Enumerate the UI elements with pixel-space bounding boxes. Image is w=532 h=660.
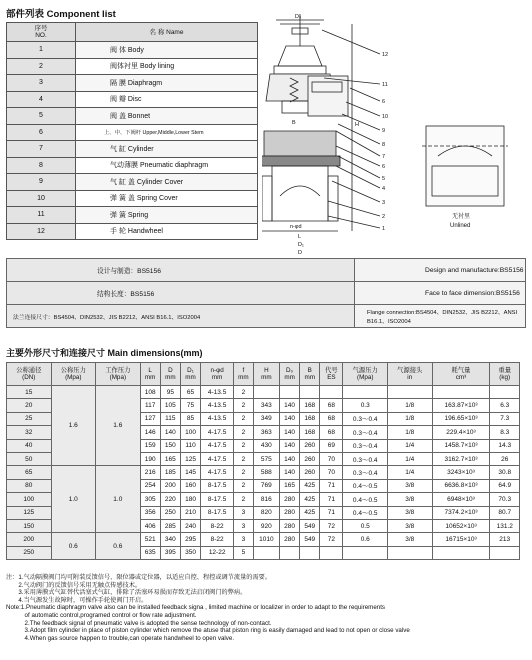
dims-cell: 549 (300, 533, 320, 546)
component-no: 4 (7, 91, 76, 108)
dims-cell (343, 546, 388, 559)
dims-cell: 2 (234, 439, 254, 452)
dims-cell: 6.3 (490, 399, 520, 412)
dims-cell: 95 (160, 386, 180, 399)
dims-cell: 260 (300, 452, 320, 465)
dims-cell: 140 (280, 426, 300, 439)
component-no: 6 (7, 124, 76, 141)
dims-cell: 213 (490, 533, 520, 546)
dims-cell: 50 (7, 452, 52, 465)
dims-cell: 168 (300, 426, 320, 439)
dims-cell: 6636.8×10³ (432, 479, 490, 492)
dims-cell: 820 (253, 506, 279, 519)
component-list-title: 部件列表 Component list (6, 9, 116, 20)
dims-cell: 8-17.5 (201, 506, 234, 519)
dims-cell (320, 386, 343, 399)
dims-cell (343, 386, 388, 399)
dims-cell: 395 (160, 546, 180, 559)
dims-cell (280, 386, 300, 399)
dims-cell: 25 (7, 412, 52, 425)
dims-cell: 216 (140, 466, 160, 479)
component-no: 2 (7, 58, 76, 75)
dims-cell: 4-17.5 (201, 466, 234, 479)
dims-cell: 4-17.5 (201, 439, 234, 452)
dimensions-title: 主要外形尺寸和连接尺寸 Main dimensions(mm) (6, 348, 203, 358)
design-standard-en: Design and manufacture:BS5156 (355, 259, 526, 282)
dims-cell: 5 (234, 546, 254, 559)
dims-cell: 210 (180, 506, 200, 519)
dims-cell: 168 (300, 412, 320, 425)
callout-8: 8 (382, 142, 386, 148)
dims-cell: 0.3 (343, 399, 388, 412)
dims-header: 公称压力 (Mpa) (51, 363, 96, 386)
dims-cell: 14.3 (490, 439, 520, 452)
dims-cell: 125 (7, 506, 52, 519)
dims-cell: 0.3～0.4 (343, 452, 388, 465)
dims-cell: 3/8 (387, 533, 432, 546)
dims-cell: 1.6 (96, 386, 141, 466)
dims-cell: 4-13.5 (201, 412, 234, 425)
dim-h-label: H (355, 122, 359, 128)
dims-cell: 110 (180, 439, 200, 452)
dims-cell: 7374.2×10³ (432, 506, 490, 519)
component-no: 9 (7, 174, 76, 191)
dims-cell: 71 (320, 479, 343, 492)
dims-cell: 196.65×10³ (432, 412, 490, 425)
dims-cell: 65 (180, 386, 200, 399)
dims-cell: 40 (7, 439, 52, 452)
dims-cell: 4-13.5 (201, 399, 234, 412)
component-no: 1 (7, 42, 76, 59)
dims-cell: 180 (180, 493, 200, 506)
dims-cell: 72 (320, 533, 343, 546)
dims-cell (300, 386, 320, 399)
dims-header: B mm (300, 363, 320, 386)
dims-cell: 3243×10³ (432, 466, 490, 479)
dims-cell: 140 (280, 412, 300, 425)
dims-header: f mm (234, 363, 254, 386)
dims-cell: 2 (234, 426, 254, 439)
dims-cell: 140 (280, 399, 300, 412)
dims-cell: 100 (7, 493, 52, 506)
callout-6b: 6 (382, 164, 386, 170)
dims-cell: 1.0 (96, 466, 141, 533)
dims-cell: 343 (253, 399, 279, 412)
dims-cell: 1/4 (387, 466, 432, 479)
unlined-label-cn: 无衬里 (452, 214, 471, 220)
note-line: of automatic control,programed control or flow rate adjustment. (6, 611, 197, 619)
callout-7: 7 (382, 154, 386, 160)
dims-cell: 7.3 (490, 412, 520, 425)
dims-cell: 70 (320, 452, 343, 465)
dims-header: 重量 (kg) (490, 363, 520, 386)
dims-cell: 200 (160, 479, 180, 492)
dims-cell: 200 (7, 533, 52, 546)
dims-header: 耗气量 cm³ (432, 363, 490, 386)
dims-row (7, 533, 520, 546)
dim-d0-label: D₀ (295, 14, 302, 20)
dims-cell: 575 (253, 452, 279, 465)
dims-cell: 80 (7, 479, 52, 492)
dims-cell: 1/8 (387, 426, 432, 439)
component-no: 3 (7, 75, 76, 92)
dims-cell (280, 546, 300, 559)
dims-cell: 16715×10³ (432, 533, 490, 546)
dims-cell (253, 546, 279, 559)
component-name: 弹 簧 盖 Spring Cover (76, 190, 258, 207)
dims-cell: 65 (7, 466, 52, 479)
component-name: 阀体衬里 Body lining (76, 58, 258, 75)
dims-cell: 32 (7, 426, 52, 439)
dims-header: 代号 ES (320, 363, 343, 386)
dims-cell: 2 (234, 399, 254, 412)
component-row (7, 75, 258, 92)
dims-cell: 8-17.5 (201, 493, 234, 506)
dims-cell: 1010 (253, 533, 279, 546)
dims-cell: 280 (280, 519, 300, 532)
dims-cell: 2 (234, 452, 254, 465)
dims-header: 气源接头 in (387, 363, 432, 386)
dims-cell: 2 (234, 386, 254, 399)
dims-cell: 4-17.5 (201, 452, 234, 465)
dims-cell: 10652×10³ (432, 519, 490, 532)
dims-cell: 0.3～0.4 (343, 439, 388, 452)
dims-cell: 127 (140, 412, 160, 425)
dims-cell (253, 386, 279, 399)
dims-cell: 70 (320, 466, 343, 479)
dims-header: 公称通径 (DN) (7, 363, 52, 386)
dims-cell: 349 (253, 412, 279, 425)
dims-cell: 185 (160, 466, 180, 479)
component-no-header: 序号 NO. (7, 23, 76, 42)
dims-cell: 0.5 (343, 519, 388, 532)
dims-cell: 920 (253, 519, 279, 532)
component-name: 阀 盖 Bonnet (76, 108, 258, 125)
component-no: 5 (7, 108, 76, 125)
component-name: 手 轮 Handwheel (76, 223, 258, 240)
component-no: 10 (7, 190, 76, 207)
dims-cell: 131.2 (490, 519, 520, 532)
dims-cell: 3 (234, 506, 254, 519)
dims-cell: 165 (160, 452, 180, 465)
dims-cell: 20 (7, 399, 52, 412)
dims-cell: 2 (234, 466, 254, 479)
dims-cell: 140 (280, 452, 300, 465)
dims-cell (490, 546, 520, 559)
component-row (7, 223, 258, 240)
dims-cell (320, 546, 343, 559)
callout-5: 5 (382, 176, 386, 182)
dims-cell: 0.6 (343, 533, 388, 546)
component-no: 12 (7, 223, 76, 240)
dims-header: D₁ mm (180, 363, 200, 386)
dims-cell: 240 (180, 519, 200, 532)
dims-header: H mm (253, 363, 279, 386)
component-name: 弹 簧 Spring (76, 207, 258, 224)
dims-cell: 0.3～0.4 (343, 466, 388, 479)
valve-drawing (262, 6, 528, 256)
dims-cell: 69 (320, 439, 343, 452)
dims-cell: 8-17.5 (201, 479, 234, 492)
dims-cell (387, 386, 432, 399)
dims-cell: 356 (140, 506, 160, 519)
dims-cell: 635 (140, 546, 160, 559)
dims-cell (432, 386, 490, 399)
note-line: 4.当气源发生故障时，可操作手轮使阀门开启。 (6, 596, 148, 604)
dims-cell: 8-22 (201, 533, 234, 546)
component-row (7, 207, 258, 224)
component-row (7, 124, 258, 141)
dims-cell: 3/8 (387, 479, 432, 492)
dims-cell: 260 (300, 439, 320, 452)
dims-cell: 280 (280, 533, 300, 546)
dims-cell: 430 (253, 439, 279, 452)
dims-cell (387, 546, 432, 559)
dims-cell: 71 (320, 506, 343, 519)
dims-cell: 105 (160, 399, 180, 412)
dims-cell: 4-17.5 (201, 426, 234, 439)
component-row (7, 108, 258, 125)
component-row (7, 42, 258, 59)
dims-cell: 75 (180, 399, 200, 412)
dims-cell: 0.4～0.5 (343, 479, 388, 492)
dims-cell: 85 (180, 412, 200, 425)
dims-cell: 0.4～0.5 (343, 506, 388, 519)
dim-ndphi-label: n-φd (290, 224, 302, 230)
unlined-label-en: Unlined (450, 223, 471, 229)
dims-cell: 100 (180, 426, 200, 439)
standards-table (6, 258, 526, 328)
component-row (7, 174, 258, 191)
dims-cell: 3162.7×10³ (432, 452, 490, 465)
dims-cell: 3 (234, 519, 254, 532)
dims-cell: 140 (280, 466, 300, 479)
component-name-header: 名 称 Name (76, 23, 258, 42)
dims-cell: 280 (280, 493, 300, 506)
dims-cell: 64.9 (490, 479, 520, 492)
dims-cell: 3/8 (387, 519, 432, 532)
note-line: Note:1.Pneumatic diaphragm valve also can be installed feedback signa , limited machine or localizer in order to adapt to the requirements (6, 604, 386, 612)
note-line: 注：1.气动隔膜阀门均可附装反馈信号、限位器或定位器，以适应自控、程控或调节流量的需要。 (6, 574, 272, 581)
dim-d1-label: D₁ (298, 242, 304, 248)
dims-cell: 229.4×10³ (432, 426, 490, 439)
component-name: 气动薄膜 Pneumatic diaphragm (76, 157, 258, 174)
callout-9: 9 (382, 128, 386, 134)
component-row (7, 141, 258, 158)
dims-cell: 295 (180, 533, 200, 546)
dims-cell: 254 (140, 479, 160, 492)
dims-cell: 68 (320, 426, 343, 439)
dims-header: L mm (140, 363, 160, 386)
dim-d-label: D (298, 250, 302, 256)
dims-cell: 1/4 (387, 452, 432, 465)
dims-cell: 12-22 (201, 546, 234, 559)
dims-header: D mm (160, 363, 180, 386)
dims-cell: 1.0 (51, 466, 96, 533)
dims-cell: 305 (140, 493, 160, 506)
dims-cell: 115 (160, 412, 180, 425)
dim-b-label: B (292, 120, 296, 126)
dims-cell: 8.3 (490, 426, 520, 439)
dims-header: D₀ mm (280, 363, 300, 386)
dims-cell: 1/4 (387, 439, 432, 452)
dims-cell: 140 (280, 439, 300, 452)
dims-row (7, 386, 520, 399)
dims-cell: 8-22 (201, 519, 234, 532)
dims-cell: 3/8 (387, 506, 432, 519)
dims-cell: 340 (160, 533, 180, 546)
dims-cell (490, 386, 520, 399)
dims-cell: 6948×10³ (432, 493, 490, 506)
face-to-face-en: Face to face dimension:BS5156 (355, 282, 526, 305)
face-to-face-cn: 结构长度：BS5156 (7, 282, 355, 305)
component-no: 11 (7, 207, 76, 224)
component-no: 7 (7, 141, 76, 158)
dims-cell: 15 (7, 386, 52, 399)
callout-6a: 6 (382, 99, 386, 105)
dims-cell: 250 (160, 506, 180, 519)
component-name: 隔 膜 Diaphragm (76, 75, 258, 92)
dims-cell: 72 (320, 519, 343, 532)
dims-cell: 521 (140, 533, 160, 546)
dims-cell: 168 (300, 399, 320, 412)
design-standard-cn: 设计与制造：BS5156 (7, 259, 355, 282)
dims-cell: 2 (234, 412, 254, 425)
dims-cell: 588 (253, 466, 279, 479)
dims-cell: 146 (140, 426, 160, 439)
dims-header: n-φd mm (201, 363, 234, 386)
dims-cell: 0.3～0.4 (343, 412, 388, 425)
dims-cell: 68 (320, 399, 343, 412)
component-table (6, 22, 258, 240)
callout-1: 1 (382, 226, 386, 232)
dims-cell: 769 (253, 479, 279, 492)
dimensions-table (6, 362, 520, 560)
dims-cell: 117 (140, 399, 160, 412)
dims-cell (432, 546, 490, 559)
dims-cell: 26 (490, 452, 520, 465)
dims-cell: 350 (180, 546, 200, 559)
dims-cell: 30.8 (490, 466, 520, 479)
dims-cell: 260 (300, 466, 320, 479)
note-line: 2.气动阀门的反馈信号采用无触点传感技术。 (6, 581, 142, 589)
callout-2: 2 (382, 214, 386, 220)
note-line: 3.Adopt film cylinder in place of piston cylinder which remove the atuse that piston ring is easily damaged and lead to not open or close valve (6, 627, 410, 635)
dims-cell: 159 (140, 439, 160, 452)
dims-cell: 150 (160, 439, 180, 452)
component-name: 气 缸 Cylinder (76, 141, 258, 158)
dims-cell: 1/8 (387, 412, 432, 425)
component-row (7, 157, 258, 174)
dims-header: 气源压力 (Mpa) (343, 363, 388, 386)
dims-cell: 425 (300, 493, 320, 506)
dims-cell: 3/8 (387, 493, 432, 506)
component-row (7, 91, 258, 108)
dims-cell: 406 (140, 519, 160, 532)
component-name: 上、中、下阀杆 Upper,Middle,Lower Stem (76, 124, 258, 141)
component-name: 阀 瓣 Disc (76, 91, 258, 108)
dims-cell: 160 (180, 479, 200, 492)
component-row (7, 58, 258, 75)
callout-3: 3 (382, 200, 386, 206)
note-line: 2.The feedback signal of pneumatic valve is adopted the sense technology of non-contact. (6, 619, 272, 627)
dims-cell: 425 (300, 479, 320, 492)
dims-cell: 70.3 (490, 493, 520, 506)
dims-cell: 1.6 (51, 386, 96, 466)
dims-cell: 125 (180, 452, 200, 465)
dims-cell: 145 (180, 466, 200, 479)
component-name: 气 缸 盖 Cylinder Cover (76, 174, 258, 191)
component-name: 阀 体 Body (76, 42, 258, 59)
dims-cell: 1458.7×10³ (432, 439, 490, 452)
notes (6, 574, 528, 642)
dims-cell: 108 (140, 386, 160, 399)
dims-cell: 71 (320, 493, 343, 506)
dims-cell: 280 (280, 506, 300, 519)
note-line: 3.采用薄膜式气缸替代活塞式气缸，排除了活塞环易损而存致无法启闭阀门的弊病。 (6, 589, 247, 597)
dims-cell: 250 (7, 546, 52, 559)
dims-cell: 0.4～0.5 (343, 493, 388, 506)
dims-cell: 2 (234, 479, 254, 492)
dims-cell: 150 (7, 519, 52, 532)
callout-11: 11 (382, 82, 388, 88)
dims-cell (300, 546, 320, 559)
dims-row (7, 466, 520, 479)
note-line: 4.When gas source happen to trouble,can operate handwheel to open valve. (6, 634, 235, 642)
component-row (7, 190, 258, 207)
dims-cell: 549 (300, 519, 320, 532)
dims-cell: 163.87×10³ (432, 399, 490, 412)
dims-cell: 3 (234, 533, 254, 546)
dims-cell: 68 (320, 412, 343, 425)
dims-cell: 363 (253, 426, 279, 439)
dims-cell: 190 (140, 452, 160, 465)
dims-cell: 1/8 (387, 399, 432, 412)
callout-10: 10 (382, 114, 389, 120)
callout-12: 12 (382, 52, 389, 58)
flange-connection-cn: 法兰连接尺寸：BS4504、DIN2532、JIS B2212、ANSI B16.1、ISO2004 (7, 305, 355, 328)
dims-cell: 0.3～0.4 (343, 426, 388, 439)
dims-cell: 4-13.5 (201, 386, 234, 399)
dims-cell: 140 (160, 426, 180, 439)
callout-4: 4 (382, 186, 386, 192)
dims-cell: 2 (234, 493, 254, 506)
dims-header: 工作压力 (Mpa) (96, 363, 141, 386)
dims-cell: 80.7 (490, 506, 520, 519)
flange-connection-en: Flange connection:BS4504、DIN2532、JIS B2212、ANSI B16.1、ISO2004 (355, 305, 526, 328)
dims-cell: 285 (160, 519, 180, 532)
dims-cell: 425 (300, 506, 320, 519)
dims-cell: 0.6 (96, 533, 141, 560)
dims-cell: 0.6 (51, 533, 96, 560)
dims-cell: 816 (253, 493, 279, 506)
dim-l-label: L (298, 234, 302, 240)
dims-cell: 165 (280, 479, 300, 492)
dims-cell: 220 (160, 493, 180, 506)
component-no: 8 (7, 157, 76, 174)
